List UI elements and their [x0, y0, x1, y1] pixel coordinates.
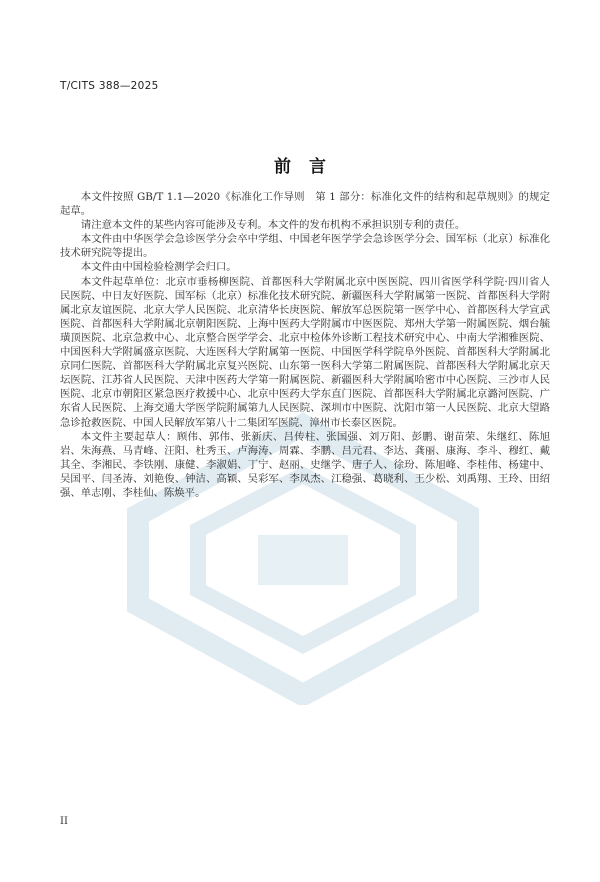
document-body	[60, 190, 550, 500]
paragraph-drafting-rules: 本文件按照 GB/T 1.1—2020《标准化工作导则 第 1 部分：标准化文件的结构和起草规则》的规定起草。	[60, 191, 550, 218]
paragraph-administrator: 本文件由中国检验检测学会归口。	[80, 261, 237, 274]
paragraph-drafters: 本文件主要起草人：顾伟、郭伟、张新庆、吕传柱、张国强、刘万阳、彭鹏、谢苗荣、朱继红、陈旭岩、朱海燕、马青峰、汪阳、杜秀玉、卢海涛、周霖、李鹏、吕元君、李达、龚丽、康海、李斗、穆红、戴其全、李湘民、李铁刚、康健、李淑娟、丁宁、赵丽、史继学、唐子人、徐玢、陈旭峰、李桂伟、杨建中、吴国平、闫圣涛、刘艳俊、钟洁、高颖、吴彩军、李凤杰、江稳强、葛晓利、王少松、刘禹翔、王玲、田绍强、单志刚、李桂仙、陈焕平。	[60, 430, 550, 499]
paragraph-patent-notice: 请注意本文件的某些内容可能涉及专利。本文件的发布机构不承担识别专利的责任。	[80, 219, 466, 232]
page-number: II	[60, 816, 68, 827]
paragraph-proposer: 本文件由中华医学会急诊医学分会卒中学组、中国老年医学学会急诊医学分会、国军标（北京）标准化技术研究院等提出。	[60, 233, 550, 260]
page-title: 前言	[274, 157, 344, 177]
document-code: T/CITS 388—2025	[60, 80, 159, 92]
paragraph-drafting-units: 本文件起草单位：北京市垂杨柳医院、首都医科大学附属北京中医医院、四川省医学科学院·四川省人民医院、中日友好医院、国军标（北京）标准化技术研究院、新疆医科大学附属第一医院、首都医科大学附属北京友谊医院、北京大学人民医院、北京清华长庚医院、解放军总医院第一医学中心、首都医科大学宣武医院、首都医科大学附属北京朝阳医院、上海中医药大学附属市中医医院、郑州大学第一附属医院、烟台毓璜顶医院、北京急救中心、北京整合医学学会、北京中检体外诊断工程技术研究中心、中南大学湘雅医院、中国医科大学附属盛京医院、大连医科大学附属第一医院、中国医学科学院阜外医院、首都医科大学附属北京同仁医院、首都医科大学附属北京复兴医院、山东第一医科大学第二附属医院、首都医科大学附属北京天坛医院、江苏省人民医院、天津中医药大学第一附属医院、新疆医科大学附属哈密市中心医院、三沙市人民医院、北京市朝阳区紧急医疗救援中心、北京中医药大学东直门医院、首都医科大学附属北京潞河医院、广东省人民医院、上海交通大学医学院附属第九人民医院、深圳市中医院、沈阳市第一人民医院、北京大望路急诊抢救医院、中国人民解放军第八十二集团军医院、漳州市长泰区医院。	[60, 275, 550, 429]
